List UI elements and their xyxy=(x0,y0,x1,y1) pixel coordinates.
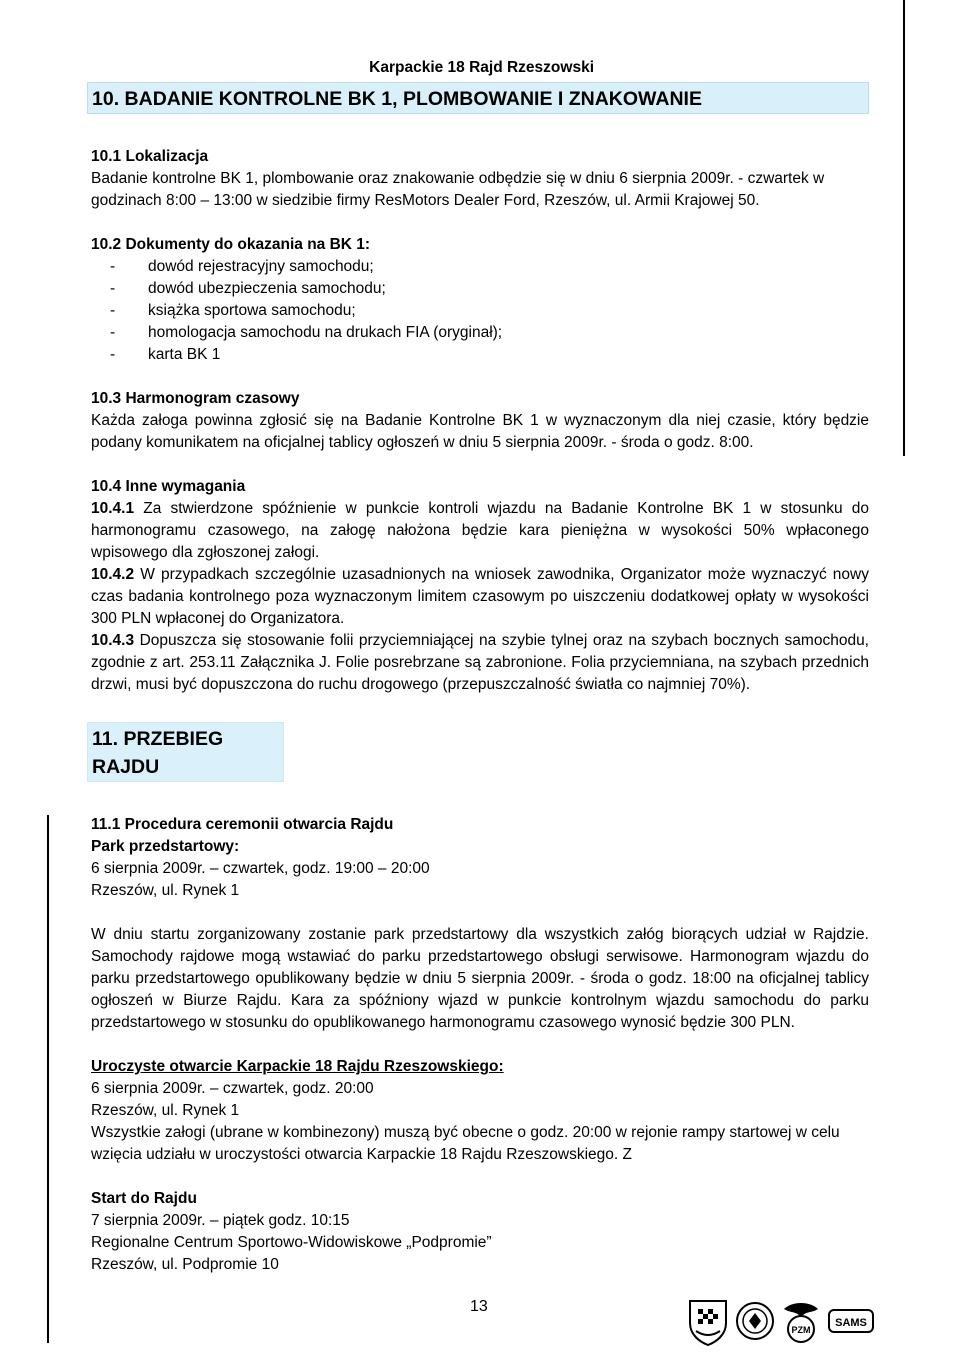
sams-logo-text: SAMS xyxy=(835,1317,867,1329)
section-10-3-text: Każda załoga powinna zgłosić się na Badanie Kontrolne BK 1 w wyznaczonym dla niej czasie, który będzie podany komunikatem na oficjalnej tablicy ogłoszeń w dniu 5 sierpnia 2009r. - środa o godz. 8:00. xyxy=(91,412,869,451)
list-dash: - xyxy=(110,324,116,341)
list-dash: - xyxy=(110,346,116,363)
section-10-2-title: 10.2 Dokumenty do okazania na BK 1: xyxy=(91,236,371,253)
margin-line-right xyxy=(903,0,905,456)
section-10-1-title: 10.1 Lokalizacja xyxy=(91,148,209,165)
footer-logos xyxy=(686,1297,875,1354)
list-item: - dowód ubezpieczenia samochodu; xyxy=(110,278,869,300)
section-11-1-title: 11.1 Procedura ceremonii otwarcia Rajdu xyxy=(91,816,394,833)
list-dash: - xyxy=(110,280,116,297)
start-title: Start do Rajdu xyxy=(91,1190,197,1207)
park-date: 6 sierpnia 2009r. – czwartek, godz. 19:00 – 20:00 xyxy=(91,860,430,877)
park-location: Rzeszów, ul. Rynek 1 xyxy=(91,882,240,899)
start-venue: Regionalne Centrum Sportowo-Widowiskowe „Podpromie” xyxy=(91,1234,492,1251)
section-10-4-2: 10.4.2 W przypadkach szczególnie uzasadnionych na wniosek zawodnika, Organizator może wyznaczyć nowy czas badania kontrolnego poza wyznaczonym limitem czasowym po uiszczeniu dodatkowej opłaty w wysokości 300 PLN wpłaconej do Organizatora. xyxy=(91,566,869,627)
sams-logo-icon xyxy=(827,1304,875,1347)
section-10-3-title: 10.3 Harmonogram czasowy xyxy=(91,390,300,407)
park-text: W dniu startu zorganizowany zostanie park przedstartowy dla wszystkich załóg biorących udział w Rajdzie. Samochody rajdowe mogą wstawiać do parku przedstartowego obsługi serwisowe. Harmonogram wjazdu do parku przedstartowego opublikowany będzie w dniu 5 sierpnia 2009r. - środa o godz. 18:00 na oficjalnej tablicy ogłoszeń w Biurze Rajdu. Kara za spóźniony wjazd w punkcie kontrolnym wjazdu samochodu do parku przedstartowego w stosunku do opublikowanego harmonogramu czasowego wynosić będzie 300 PLN. xyxy=(91,926,869,1031)
margin-line-left xyxy=(47,815,49,1343)
section-10-4-title: 10.4 Inne wymagania xyxy=(91,478,246,495)
round-emblem-logo-icon xyxy=(735,1299,775,1352)
document-page xyxy=(91,58,869,1276)
opening-date: 6 sierpnia 2009r. – czwartek, godz. 20:00 xyxy=(91,1080,374,1097)
rally-club-logo-icon xyxy=(686,1297,730,1354)
list-item: - dowód rejestracyjny samochodu; xyxy=(110,256,869,278)
section-11-heading: 11. PRZEBIEG RAJDU xyxy=(87,722,284,782)
opening-title: Uroczyste otwarcie Karpackie 18 Rajdu Rzeszowskiego: xyxy=(91,1058,504,1075)
pzm-logo-text: PZM xyxy=(791,1325,811,1335)
start-date: 7 sierpnia 2009r. – piątek godz. 10:15 xyxy=(91,1212,350,1229)
section-10-heading: 10. BADANIE KONTROLNE BK 1, PLOMBOWANIE I ZNAKOWANIE xyxy=(87,82,869,114)
list-item: - karta BK 1 xyxy=(110,344,869,366)
list-item: - książka sportowa samochodu; xyxy=(110,300,869,322)
page-number: 13 xyxy=(470,1298,488,1315)
start-location: Rzeszów, ul. Podpromie 10 xyxy=(91,1256,279,1273)
section-10-4-1: 10.4.1 Za stwierdzone spóźnienie w punkcie kontroli wjazdu na Badanie Kontrolne BK 1 w stosunku do harmonogramu czasowego, na załogę nałożona będzie kara pieniężna w wysokości 50% wpłaconego wpisowego dla zgłoszonej załogi. xyxy=(91,500,869,561)
list-dash: - xyxy=(110,302,116,319)
list-dash: - xyxy=(110,258,116,275)
list-item: - homologacja samochodu na drukach FIA (oryginał); xyxy=(110,322,869,344)
section-10-4-3: 10.4.3 Dopuszcza się stosowanie folii przyciemniającej na szybie tylnej oraz na szybach bocznych samochodu, zgodnie z art. 253.11 Załącznika J. Folie posrebrzane są zabronione. Folia przyciemniana, na szybach przednich drzwi, musi być dopuszczona do ruchu drogowego (przepuszczalność światła co najmniej 70%). xyxy=(91,632,869,693)
running-header: Karpackie 18 Rajd Rzeszowski xyxy=(369,59,594,76)
pzm-logo-icon xyxy=(780,1299,822,1352)
section-10-1-text: Badanie kontrolne BK 1, plombowanie oraz znakowanie odbędzie się w dniu 6 sierpnia 2009r. - czwartek w godzinach 8:00 – 13:00 w siedzibie firmy ResMotors Dealer Ford, Rzeszów, ul. Armii Krajowej 50. xyxy=(91,170,825,209)
park-title: Park przedstartowy: xyxy=(91,838,240,855)
opening-text: Wszystkie załogi (ubrane w kombinezony) muszą być obecne o godz. 20:00 w rejonie rampy startowej w celu wzięcia udziału w uroczystości otwarcia Karpackie 18 Rajdu Rzeszowskiego. Z xyxy=(91,1124,840,1163)
documents-list xyxy=(110,256,869,366)
opening-location: Rzeszów, ul. Rynek 1 xyxy=(91,1102,240,1119)
